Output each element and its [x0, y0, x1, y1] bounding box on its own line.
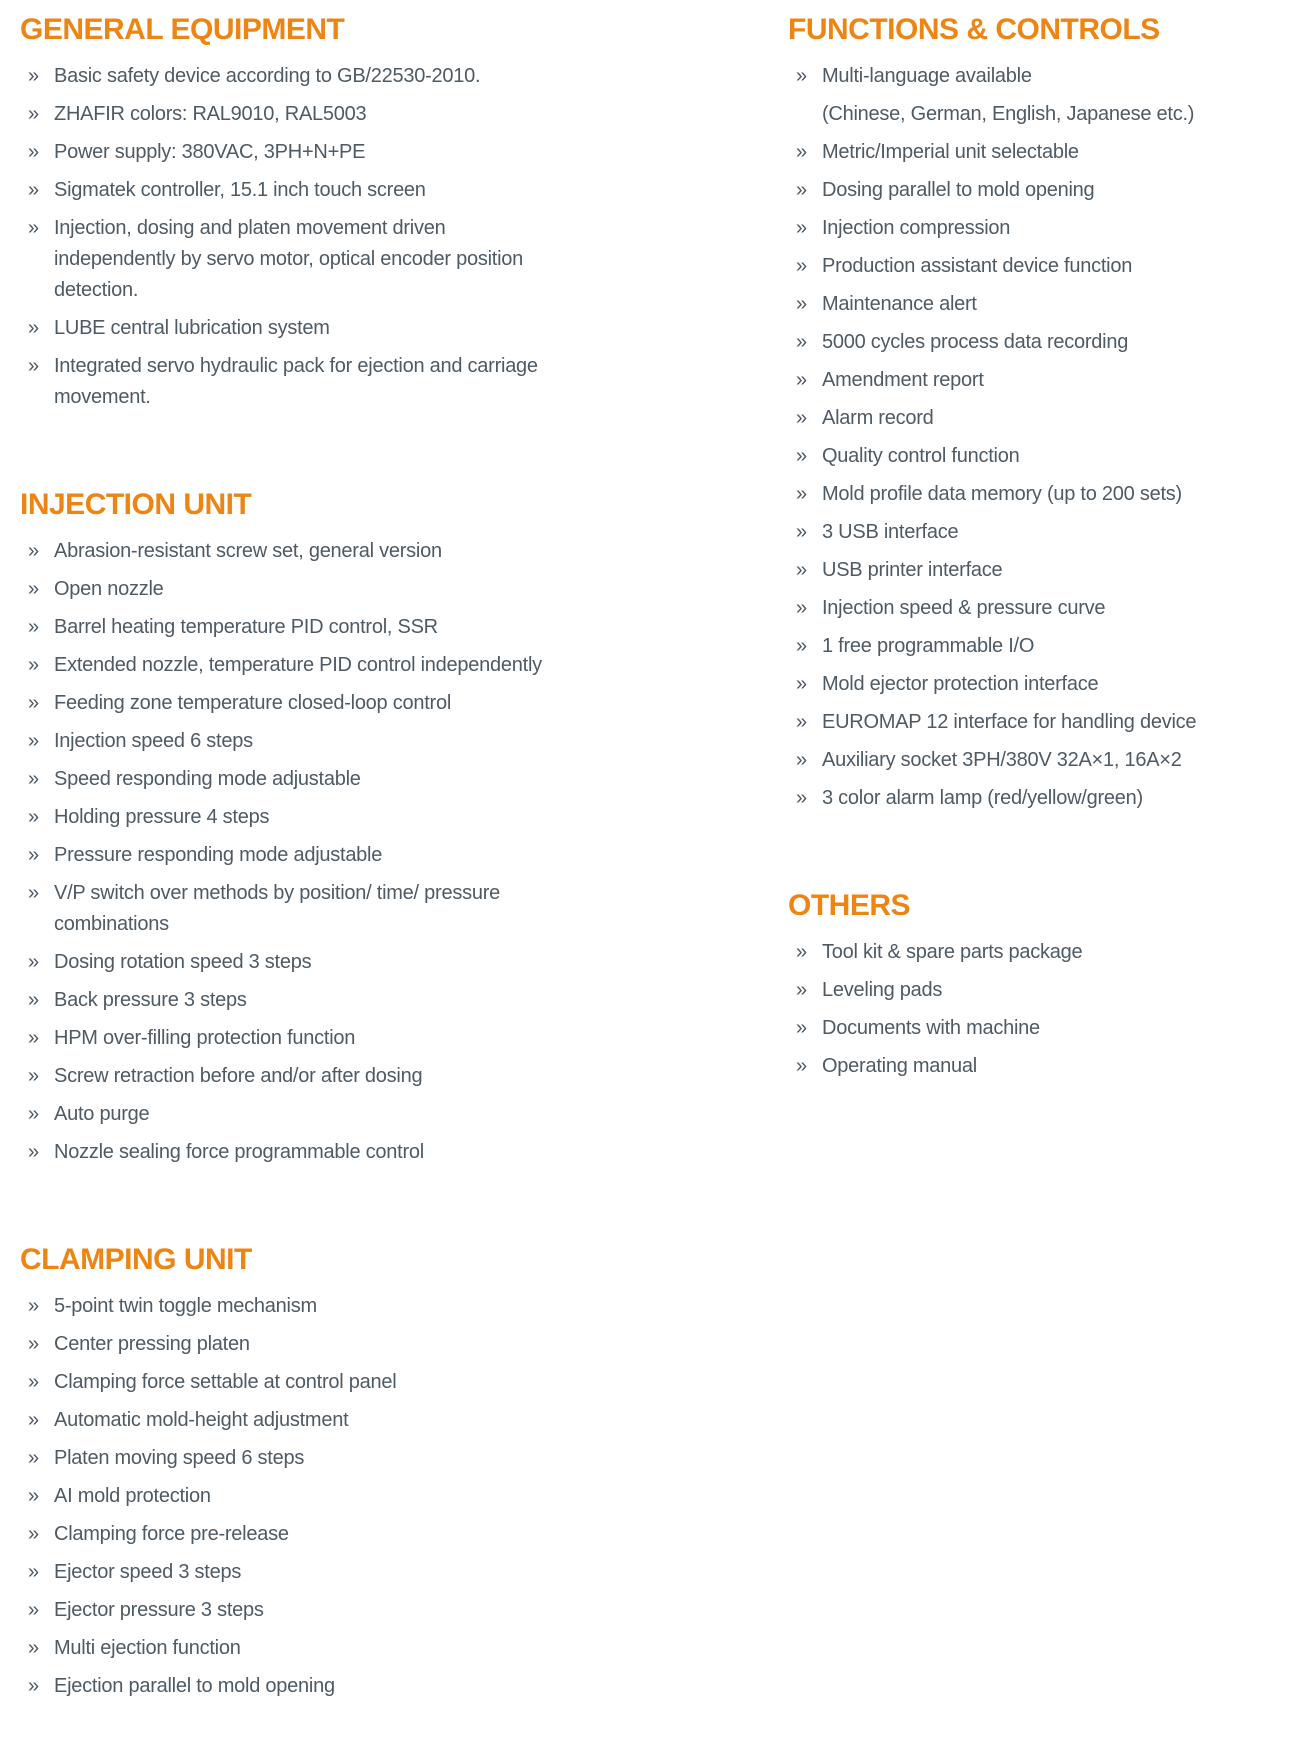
list-item: [796, 175, 1258, 206]
double-chevron-bullet-icon: »: [28, 540, 39, 562]
list-item: [28, 574, 680, 605]
list-item: [796, 289, 1258, 320]
list-item: [28, 61, 680, 92]
double-chevron-bullet-icon: »: [28, 1675, 39, 1697]
double-chevron-bullet-icon: »: [796, 559, 807, 581]
spec-section: [788, 889, 1258, 1082]
list-item-text: ZHAFIR colors: RAL9010, RAL5003: [54, 103, 367, 125]
list-item-text: 1 free programmable I/O: [822, 635, 1035, 657]
list-item-text: Injection, dosing and platen movement driven: [54, 217, 446, 239]
list-item-text: Documents with machine: [822, 1017, 1040, 1039]
list-item: [28, 1481, 680, 1512]
list-item: [796, 213, 1258, 244]
double-chevron-bullet-icon: »: [796, 293, 807, 315]
double-chevron-bullet-icon: »: [796, 635, 807, 657]
right-column: [788, 13, 1258, 1089]
double-chevron-bullet-icon: »: [28, 1027, 39, 1049]
list-item: [28, 840, 680, 871]
list-item: [28, 1099, 680, 1130]
list-item: [796, 1013, 1258, 1044]
list-item-text: Injection speed & pressure curve: [822, 597, 1106, 619]
list-item-text: Sigmatek controller, 15.1 inch touch screen: [54, 179, 426, 201]
list-item-text: EUROMAP 12 interface for handling device: [822, 711, 1197, 733]
list-item: [28, 1061, 680, 1092]
list-item-text: 5-point twin toggle mechanism: [54, 1295, 317, 1317]
double-chevron-bullet-icon: »: [28, 616, 39, 638]
double-chevron-bullet-icon: »: [796, 483, 807, 505]
double-chevron-bullet-icon: »: [796, 369, 807, 391]
double-chevron-bullet-icon: »: [796, 673, 807, 695]
double-chevron-bullet-icon: »: [796, 597, 807, 619]
list-item: [796, 669, 1258, 700]
list-item: [28, 1023, 680, 1054]
list-item-text: Maintenance alert: [822, 293, 977, 315]
double-chevron-bullet-icon: »: [28, 768, 39, 790]
list-item-text: Basic safety device according to GB/22530-2010.: [54, 65, 481, 87]
left-column: [20, 13, 680, 1709]
list-item: [28, 878, 680, 909]
list-item-text: Production assistant device function: [822, 255, 1133, 277]
double-chevron-bullet-icon: »: [28, 317, 39, 339]
list-item: [28, 650, 680, 681]
double-chevron-bullet-icon: »: [28, 1637, 39, 1659]
list-item-text: Amendment report: [822, 369, 984, 391]
list-item-text: Ejector speed 3 steps: [54, 1561, 242, 1583]
list-item: [28, 1671, 680, 1702]
list-item-text: movement.: [54, 386, 151, 408]
list-item-text: Center pressing platen: [54, 1333, 250, 1355]
list-item: [28, 612, 680, 643]
list-item-text: 5000 cycles process data recording: [822, 331, 1129, 353]
list-item-text: Open nozzle: [54, 578, 164, 600]
list-item: [796, 593, 1258, 624]
double-chevron-bullet-icon: »: [28, 882, 39, 904]
list-item-text: Mold profile data memory (up to 200 sets): [822, 483, 1182, 505]
list-item-text: Dosing rotation speed 3 steps: [54, 951, 312, 973]
double-chevron-bullet-icon: »: [28, 1333, 39, 1355]
list-item-text: Speed responding mode adjustable: [54, 768, 361, 790]
double-chevron-bullet-icon: »: [28, 951, 39, 973]
list-item-text: 3 USB interface: [822, 521, 959, 543]
double-chevron-bullet-icon: »: [28, 578, 39, 600]
section-heading: CLAMPING UNIT: [20, 1243, 252, 1276]
list-item: [28, 244, 680, 275]
list-item-text: Barrel heating temperature PID control, SSR: [54, 616, 438, 638]
list-item: [796, 479, 1258, 510]
spec-section: [20, 1243, 680, 1702]
list-item: [796, 61, 1258, 92]
list-item: [796, 745, 1258, 776]
list-item-text: Clamping force pre-release: [54, 1523, 289, 1545]
double-chevron-bullet-icon: »: [796, 217, 807, 239]
spec-section: [788, 13, 1258, 814]
double-chevron-bullet-icon: »: [28, 1103, 39, 1125]
list-item-text: Operating manual: [822, 1055, 977, 1077]
list-item-text: detection.: [54, 279, 139, 301]
double-chevron-bullet-icon: »: [28, 355, 39, 377]
list-item-text: Multi ejection function: [54, 1637, 241, 1659]
double-chevron-bullet-icon: »: [796, 941, 807, 963]
list-item-text: Screw retraction before and/or after dosing: [54, 1065, 423, 1087]
double-chevron-bullet-icon: »: [796, 749, 807, 771]
list-item-text: Tool kit & spare parts package: [822, 941, 1083, 963]
list-item: [28, 1633, 680, 1664]
list-item: [28, 175, 680, 206]
double-chevron-bullet-icon: »: [28, 1447, 39, 1469]
list-item: [28, 1329, 680, 1360]
list-item: [796, 975, 1258, 1006]
list-item-text: Injection speed 6 steps: [54, 730, 253, 752]
feature-list: [796, 61, 1258, 814]
feature-list: [28, 1291, 680, 1702]
list-item: [28, 99, 680, 130]
double-chevron-bullet-icon: »: [28, 989, 39, 1011]
list-item: [28, 726, 680, 757]
list-item: [28, 1405, 680, 1436]
list-item: [28, 351, 680, 382]
spec-section: [20, 13, 680, 413]
list-item-text: 3 color alarm lamp (red/yellow/green): [822, 787, 1143, 809]
list-item-text: Mold ejector protection interface: [822, 673, 1099, 695]
list-item-text: Pressure responding mode adjustable: [54, 844, 383, 866]
list-item: [796, 99, 1258, 130]
list-item: [796, 707, 1258, 738]
list-item-text: USB printer interface: [822, 559, 1003, 581]
double-chevron-bullet-icon: »: [28, 65, 39, 87]
double-chevron-bullet-icon: »: [28, 141, 39, 163]
feature-list: [28, 61, 680, 413]
list-item-text: LUBE central lubrication system: [54, 317, 330, 339]
double-chevron-bullet-icon: »: [796, 331, 807, 353]
double-chevron-bullet-icon: »: [28, 844, 39, 866]
list-item-text: Automatic mold-height adjustment: [54, 1409, 349, 1431]
double-chevron-bullet-icon: »: [28, 1141, 39, 1163]
list-item: [28, 1291, 680, 1322]
list-item-text: V/P switch over methods by position/ time/ pressure: [54, 882, 500, 904]
double-chevron-bullet-icon: »: [28, 692, 39, 714]
list-item: [796, 937, 1258, 968]
list-item: [796, 441, 1258, 472]
double-chevron-bullet-icon: »: [28, 1371, 39, 1393]
double-chevron-bullet-icon: »: [28, 1409, 39, 1431]
list-item-text: Nozzle sealing force programmable control: [54, 1141, 424, 1163]
list-item-text: Feeding zone temperature closed-loop control: [54, 692, 452, 714]
list-item-text: independently by servo motor, optical encoder position: [54, 248, 524, 270]
double-chevron-bullet-icon: »: [796, 255, 807, 277]
list-item-text: AI mold protection: [54, 1485, 211, 1507]
double-chevron-bullet-icon: »: [796, 711, 807, 733]
double-chevron-bullet-icon: »: [28, 654, 39, 676]
feature-list: [28, 536, 680, 1168]
list-item: [28, 764, 680, 795]
list-item: [28, 1595, 680, 1626]
list-item: [796, 137, 1258, 168]
double-chevron-bullet-icon: »: [28, 1295, 39, 1317]
double-chevron-bullet-icon: »: [796, 65, 807, 87]
list-item-text: Alarm record: [822, 407, 934, 429]
list-item-text: Holding pressure 4 steps: [54, 806, 270, 828]
list-item: [796, 251, 1258, 282]
double-chevron-bullet-icon: »: [796, 407, 807, 429]
double-chevron-bullet-icon: »: [28, 179, 39, 201]
double-chevron-bullet-icon: »: [796, 179, 807, 201]
list-item-text: Auxiliary socket 3PH/380V 32A×1, 16A×2: [822, 749, 1182, 771]
double-chevron-bullet-icon: »: [28, 730, 39, 752]
list-item-text: Integrated servo hydraulic pack for ejection and carriage: [54, 355, 538, 377]
list-item: [796, 403, 1258, 434]
list-item: [28, 1443, 680, 1474]
spec-section: [20, 488, 680, 1168]
list-item: [28, 536, 680, 567]
list-item: [28, 1557, 680, 1588]
section-heading: INJECTION UNIT: [20, 488, 252, 521]
list-item: [28, 909, 680, 940]
list-item: [28, 802, 680, 833]
list-item: [796, 555, 1258, 586]
double-chevron-bullet-icon: »: [796, 141, 807, 163]
feature-list: [796, 937, 1258, 1082]
list-item-text: HPM over-filling protection function: [54, 1027, 356, 1049]
list-item-text: Ejection parallel to mold opening: [54, 1675, 335, 1697]
double-chevron-bullet-icon: »: [28, 1599, 39, 1621]
list-item: [796, 1051, 1258, 1082]
double-chevron-bullet-icon: »: [796, 445, 807, 467]
list-item-text: (Chinese, German, English, Japanese etc.): [822, 103, 1195, 125]
double-chevron-bullet-icon: »: [28, 217, 39, 239]
list-item: [796, 327, 1258, 358]
list-item-text: Abrasion-resistant screw set, general version: [54, 540, 442, 562]
list-item: [796, 517, 1258, 548]
double-chevron-bullet-icon: »: [796, 1055, 807, 1077]
double-chevron-bullet-icon: »: [28, 1523, 39, 1545]
list-item: [28, 1519, 680, 1550]
section-heading: GENERAL EQUIPMENT: [20, 13, 345, 46]
list-item: [796, 631, 1258, 662]
list-item-text: combinations: [54, 913, 169, 935]
double-chevron-bullet-icon: »: [28, 1485, 39, 1507]
section-heading: OTHERS: [788, 889, 911, 922]
list-item: [28, 213, 680, 244]
list-item-text: Platen moving speed 6 steps: [54, 1447, 305, 1469]
double-chevron-bullet-icon: »: [796, 1017, 807, 1039]
list-item-text: Extended nozzle, temperature PID control independently: [54, 654, 542, 676]
double-chevron-bullet-icon: »: [796, 979, 807, 1001]
double-chevron-bullet-icon: »: [28, 1561, 39, 1583]
list-item-text: Metric/Imperial unit selectable: [822, 141, 1079, 163]
list-item-text: Back pressure 3 steps: [54, 989, 247, 1011]
list-item: [28, 985, 680, 1016]
list-item: [28, 1137, 680, 1168]
list-item-text: Multi-language available: [822, 65, 1032, 87]
list-item: [796, 365, 1258, 396]
list-item-text: Dosing parallel to mold opening: [822, 179, 1095, 201]
double-chevron-bullet-icon: »: [28, 103, 39, 125]
double-chevron-bullet-icon: »: [28, 1065, 39, 1087]
list-item: [28, 275, 680, 306]
list-item-text: Injection compression: [822, 217, 1011, 239]
list-item: [28, 947, 680, 978]
list-item: [28, 137, 680, 168]
list-item-text: Power supply: 380VAC, 3PH+N+PE: [54, 141, 366, 163]
list-item: [28, 688, 680, 719]
list-item: [28, 313, 680, 344]
list-item: [28, 1367, 680, 1398]
list-item-text: Leveling pads: [822, 979, 943, 1001]
double-chevron-bullet-icon: »: [796, 521, 807, 543]
list-item-text: Ejector pressure 3 steps: [54, 1599, 264, 1621]
list-item: [28, 382, 680, 413]
list-item-text: Clamping force settable at control panel: [54, 1371, 397, 1393]
double-chevron-bullet-icon: »: [796, 787, 807, 809]
double-chevron-bullet-icon: »: [28, 806, 39, 828]
list-item-text: Auto purge: [54, 1103, 150, 1125]
section-heading: FUNCTIONS & CONTROLS: [788, 13, 1160, 46]
list-item-text: Quality control function: [822, 445, 1020, 467]
list-item: [796, 783, 1258, 814]
